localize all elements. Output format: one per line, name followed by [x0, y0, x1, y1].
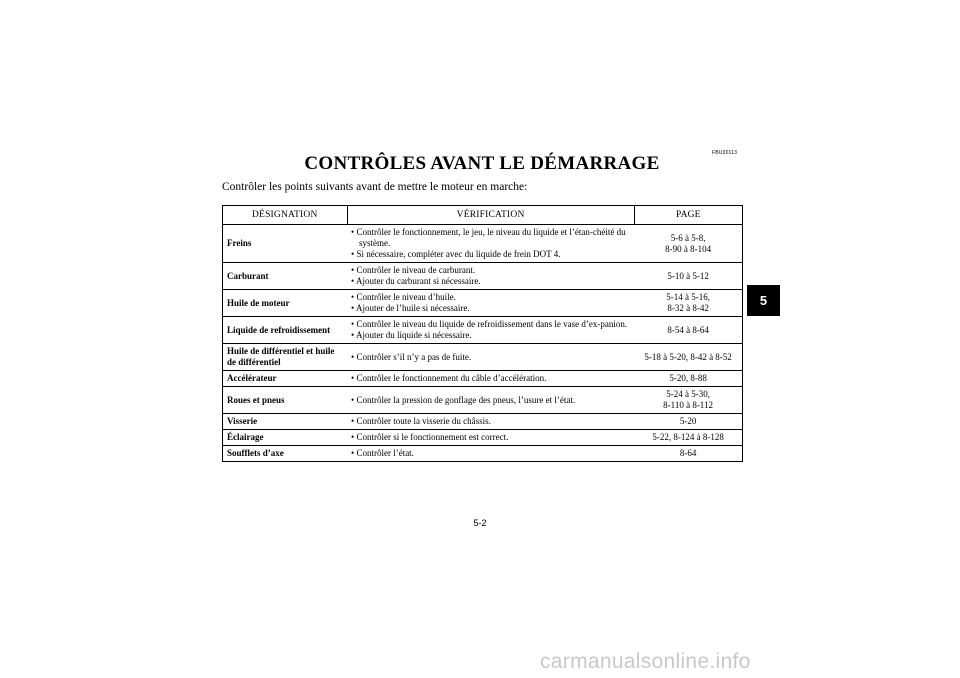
row-page-ref — [634, 371, 742, 387]
watermark: carmanualsonline.info — [540, 650, 751, 673]
page-ref-line: 8-90 à 8-104 — [665, 243, 712, 254]
header-page: PAGE — [634, 206, 742, 225]
row-verification — [347, 317, 634, 344]
page-number: 5-2 — [473, 518, 487, 528]
row-verification — [347, 387, 634, 414]
page-ref-line: 8-32 à 8-42 — [667, 303, 709, 313]
page-ref-line: 5-6 à 5-8, — [670, 232, 706, 243]
row-designation: Huile de différentiel et huile de différentiel — [223, 344, 348, 371]
table-row — [223, 414, 743, 430]
page-ref-line: 8-64 — [679, 448, 697, 458]
row-designation: Éclairage — [223, 430, 348, 446]
check-item: • Contrôler l’état. — [351, 448, 630, 459]
table-row — [223, 371, 743, 387]
page-ref-line: 5-22, 8-124 à 8-128 — [652, 432, 724, 442]
table-row — [223, 446, 743, 462]
row-designation: Liquide de refroidissement — [223, 317, 348, 344]
header-designation: DÉSIGNATION — [223, 206, 348, 225]
check-item: • Ajouter du carburant si nécessaire. — [351, 276, 630, 287]
table-row — [223, 317, 743, 344]
check-item: • Contrôler toute la visserie du châssis. — [351, 416, 630, 427]
row-verification — [347, 430, 634, 446]
check-item: • Contrôler s’il n’y a pas de fuite. — [351, 352, 630, 363]
row-verification — [347, 446, 634, 462]
row-page-ref — [634, 387, 742, 414]
check-item: • Ajouter du liquide si nécessaire. — [351, 330, 630, 341]
row-designation: Roues et pneus — [223, 387, 348, 414]
check-item: • Contrôler la pression de gonflage des pneus, l’usure et l’état. — [351, 395, 630, 406]
row-verification — [347, 414, 634, 430]
row-designation: Carburant — [223, 263, 348, 290]
table-row — [223, 430, 743, 446]
row-designation: Huile de moteur — [223, 290, 348, 317]
row-verification — [347, 344, 634, 371]
page-ref-line: 8-54 à 8-64 — [667, 324, 709, 335]
row-page-ref — [634, 317, 742, 344]
check-item: • Contrôler le niveau de carburant. — [351, 265, 630, 276]
table-row — [223, 387, 743, 414]
row-designation: Freins — [223, 225, 348, 263]
page-ref-line: 5-24 à 5-30, — [666, 389, 710, 399]
row-designation: Accélérateur — [223, 371, 348, 387]
check-item: • Si nécessaire, compléter avec du liquide de frein DOT 4. — [351, 249, 630, 260]
page-ref-line: 5-20, 8-88 — [669, 373, 707, 383]
pre-operation-checklist-table — [222, 205, 743, 462]
row-page-ref — [634, 225, 742, 263]
page-ref-line: 5-10 à 5-12 — [667, 270, 709, 281]
check-item: • Contrôler le fonctionnement, le jeu, le niveau du liquide et l’étan-chéité du système. — [351, 227, 630, 249]
table-row — [223, 290, 743, 317]
row-verification — [347, 263, 634, 290]
page-ref-line: 8-110 à 8-112 — [663, 400, 713, 410]
chapter-tab: 5 — [747, 285, 780, 316]
page-ref-line: 5-14 à 5-16, — [666, 292, 710, 302]
page-title: CONTRÔLES AVANT LE DÉMARRAGE — [304, 153, 660, 174]
row-designation: Visserie — [223, 414, 348, 430]
header-verification: VÉRIFICATION — [347, 206, 634, 225]
page-ref-line: 5-18 à 5-20, 8-42 à 8-52 — [644, 351, 732, 362]
row-verification — [347, 290, 634, 317]
intro-text: Contrôler les points suivants avant de mettre le moteur en marche: — [222, 181, 528, 193]
table-header-row — [223, 206, 743, 225]
row-page-ref — [634, 446, 742, 462]
page-ref-line: 5-20 — [679, 416, 697, 426]
row-page-ref — [634, 263, 742, 290]
table-row — [223, 263, 743, 290]
row-designation: Soufflets d’axe — [223, 446, 348, 462]
check-item: • Contrôler le niveau du liquide de refroidissement dans le vase d’ex-panion. — [351, 319, 630, 330]
row-page-ref — [634, 290, 742, 317]
row-verification — [347, 371, 634, 387]
table-row — [223, 344, 743, 371]
check-item: • Ajouter de l’huile si nécessaire. — [351, 303, 630, 314]
row-page-ref — [634, 414, 742, 430]
table-row — [223, 225, 743, 263]
row-page-ref — [634, 430, 742, 446]
row-verification — [347, 225, 634, 263]
check-item: • Contrôler le fonctionnement du câble d’accélération. — [351, 373, 630, 384]
reference-code: FBU00113 — [712, 150, 738, 156]
row-page-ref — [634, 344, 742, 371]
check-item: • Contrôler le niveau d’huile. — [351, 292, 630, 303]
check-item: • Contrôler si le fonctionnement est correct. — [351, 432, 630, 443]
